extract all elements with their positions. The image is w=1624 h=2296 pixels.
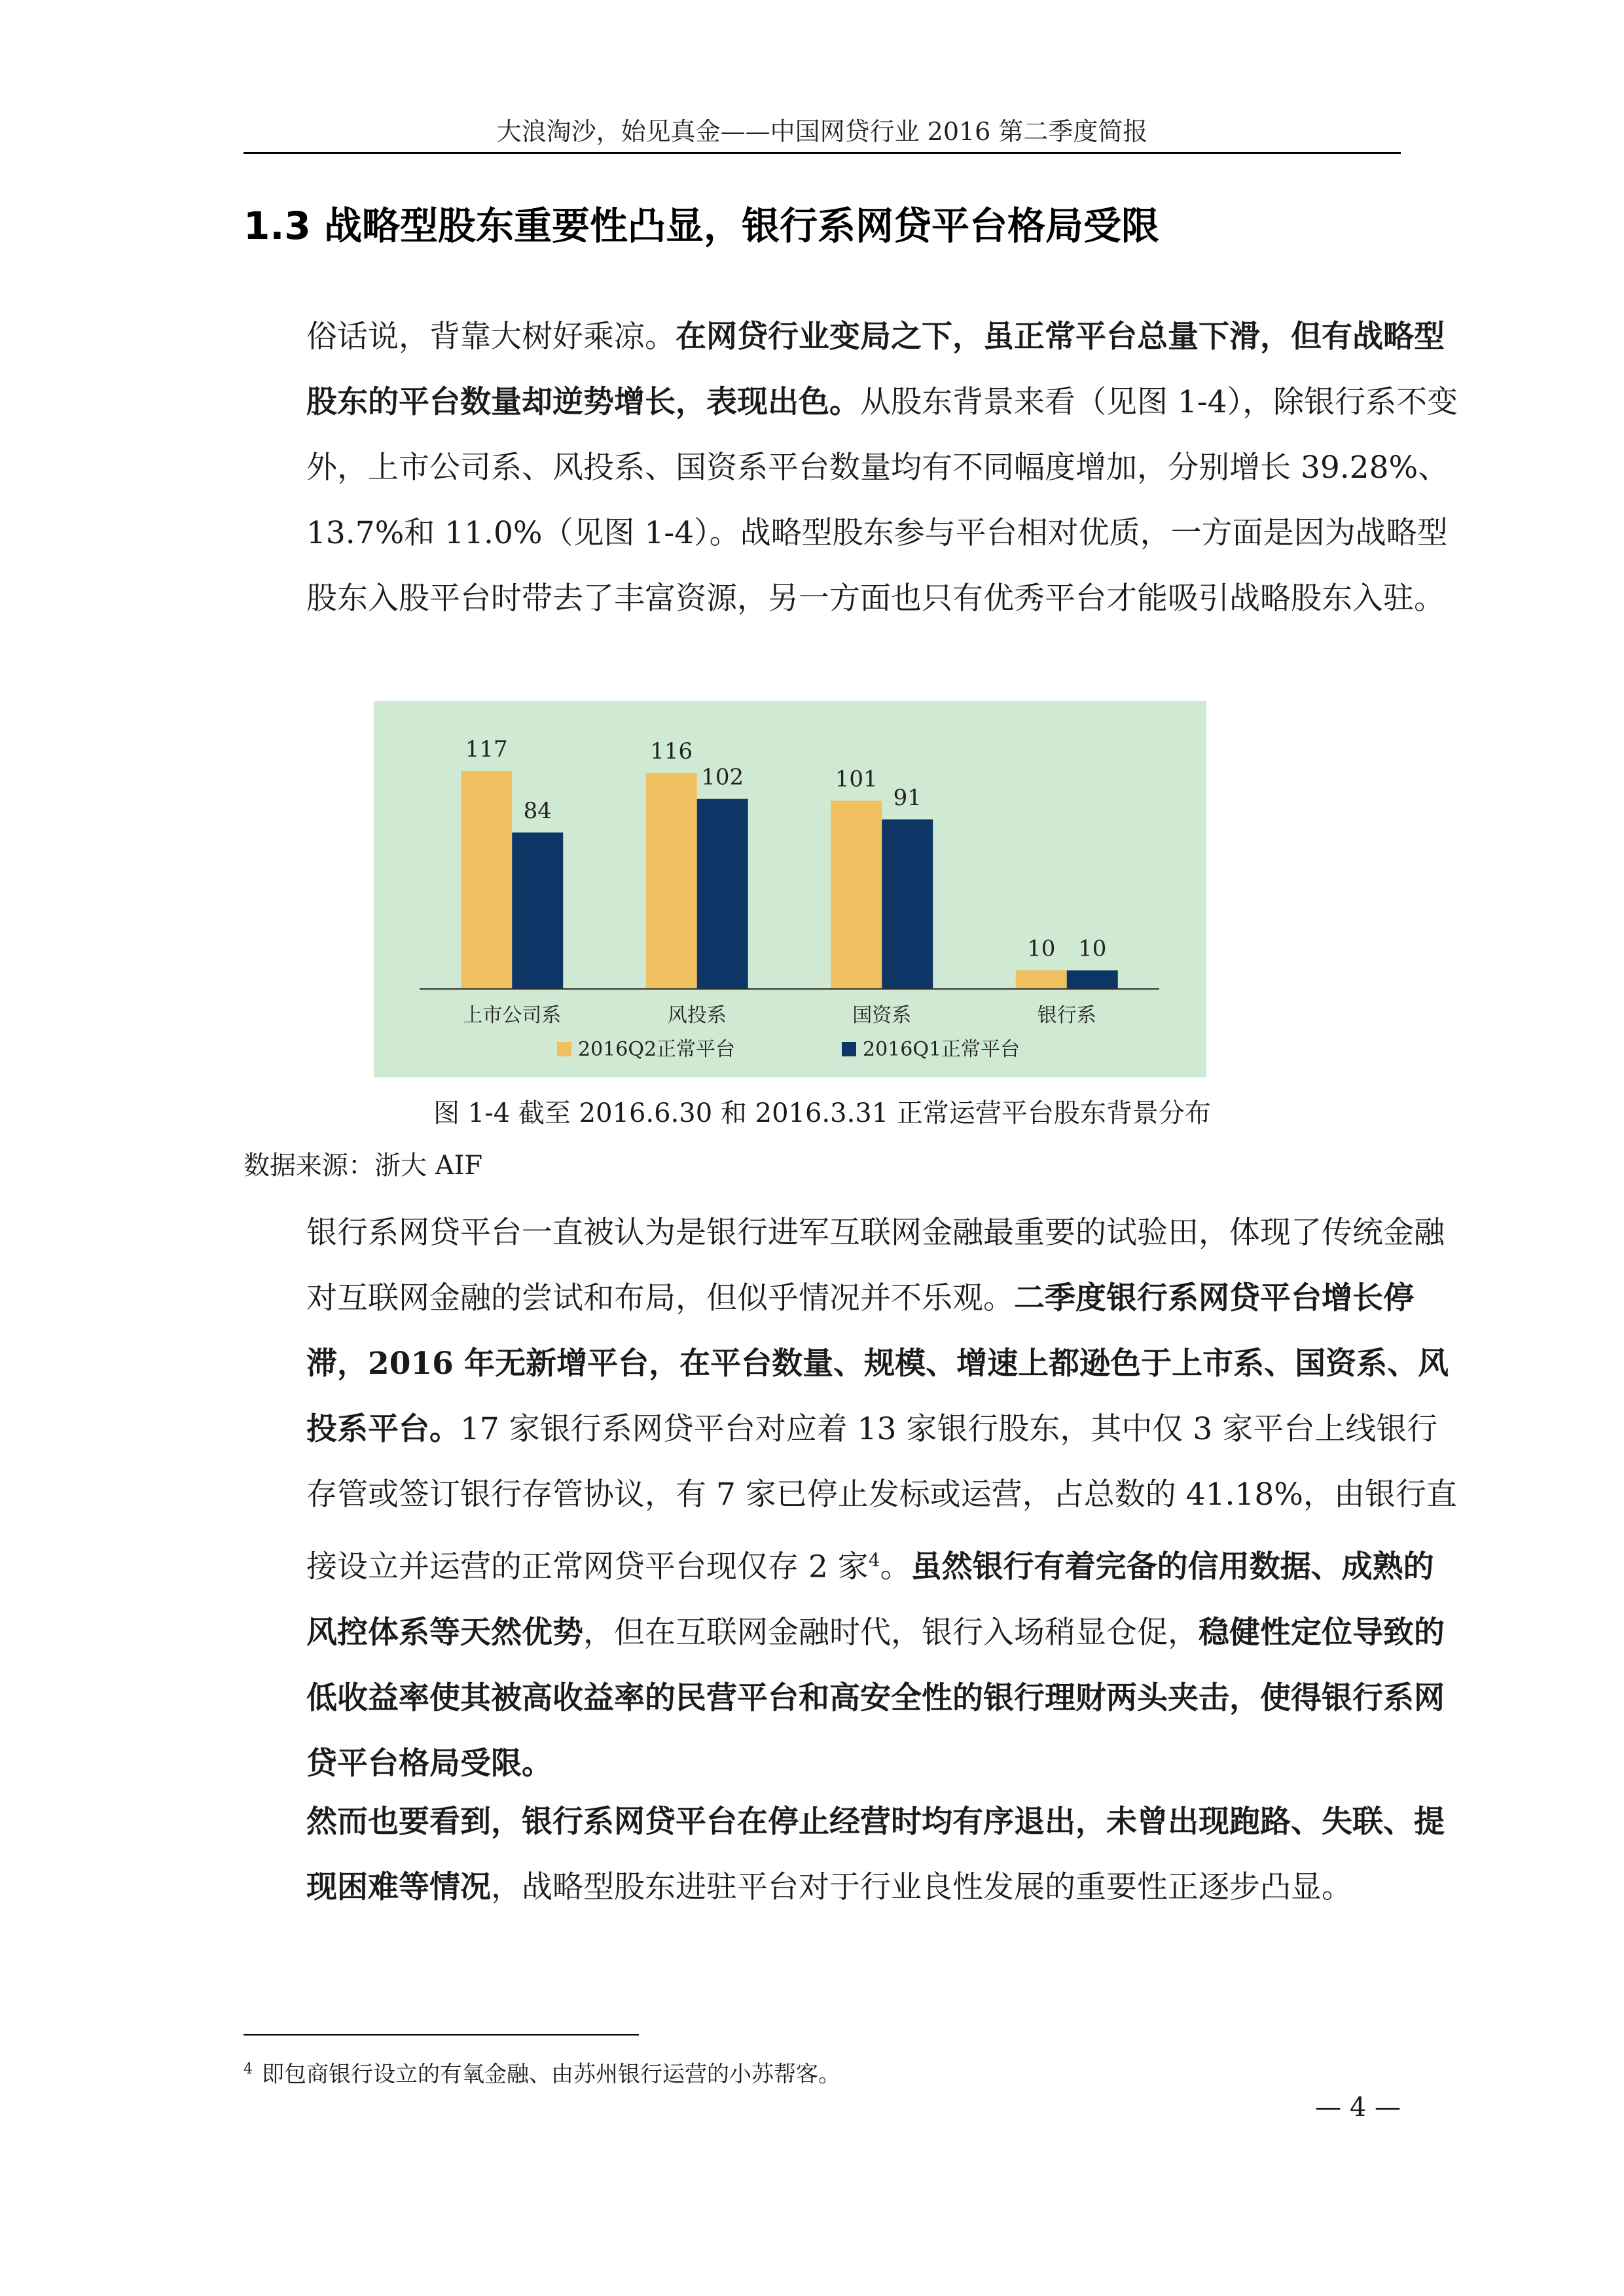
p2-bold-2: 虽然银行有着完备的信用数据、成熟的风控体系等天然优势 <box>306 1549 1434 1651</box>
footnote-rule <box>244 2034 639 2036</box>
bar-2-2 <box>697 799 748 989</box>
footnote-ref[interactable]: 4 <box>868 1549 880 1571</box>
bar-chart <box>374 701 1206 1077</box>
x-tick-label-4: 银行系 <box>1037 1004 1096 1027</box>
paragraph-3 <box>244 1789 1464 1920</box>
figure-source: 数据来源：浙大 AIF <box>244 1151 483 1181</box>
p1-text-1: 俗话说，背靠大树好乘凉。 <box>306 319 676 355</box>
paragraph-1 <box>244 304 1464 632</box>
legend-swatch-2 <box>842 1042 856 1056</box>
bar-2-3 <box>882 819 933 989</box>
footnote <box>244 2050 1401 2094</box>
p3-text-1: ，战略型股东进驻平台对于行业良性发展的重要性正逐步凸显。 <box>491 1869 1352 1905</box>
bar-2-4 <box>1067 971 1118 989</box>
bar-1-1 <box>461 771 512 989</box>
legend-swatch-1 <box>557 1042 571 1056</box>
footnote-mark: 4 <box>244 2061 253 2077</box>
p2-bold-3: 稳健性定位导致的低收益率使其被高收益率的民营平台和高安全性的银行理财两头夹击，使得银行系网贷平台格局受限。 <box>306 1614 1445 1782</box>
p2-bold-1: 二季度银行系网贷平台增长停滞，2016 年无新增平台，在平台数量、规模、增速上都逊色于上市系、国资系、风投系平台。 <box>306 1280 1449 1447</box>
p2-text-1: 银行系网贷平台一直被认为是银行进军互联网金融最重要的试验田，体现了传统金融对互联网金融的尝试和布局，但似乎情况并不乐观。 <box>306 1215 1445 1316</box>
footnote-text: 即包商银行设立的有氧金融、由苏州银行运营的小苏帮客。 <box>262 2061 840 2088</box>
data-label-2-3: 91 <box>893 785 922 811</box>
section-heading: 1.3 战略型股东重要性凸显，银行系网贷平台格局受限 <box>244 204 1159 248</box>
p3-bold-1: 然而也要看到，银行系网贷平台在停止经营时均有序退出，未曾出现跑路、失联、提现困难等情况 <box>306 1804 1445 1905</box>
p2-text-3: 。 <box>880 1549 911 1585</box>
figure-caption: 图 1-4 截至 2016.6.30 和 2016.3.31 正常运营平台股东背景分布 <box>433 1098 1211 1128</box>
page-number: — 4 — <box>1315 2092 1401 2123</box>
bar-1-2 <box>646 773 697 989</box>
bar-1-3 <box>831 801 882 989</box>
bar-1-4 <box>1016 971 1067 989</box>
data-label-1-3: 101 <box>835 766 878 793</box>
data-label-2-2: 102 <box>701 764 744 791</box>
p2-text-2: 17 家银行系网贷平台对应着 13 家银行股东，其中仅 3 家平台上线银行存管或签订银行存管协议，有 7 家已停止发标或运营，占总数的 41.18%，由银行直接设立并运营的正常网贷平台现仅存 2 家 <box>306 1411 1457 1585</box>
data-label-2-4: 10 <box>1078 935 1107 962</box>
data-label-1-1: 117 <box>465 736 508 762</box>
p1-bold-1: 在网贷行业变局之下，虽正常平台总量下滑，但有战略型股东的平台数量却逆势增长，表现出色。 <box>306 319 1445 420</box>
data-label-1-2: 116 <box>650 738 693 764</box>
legend-label-1: 2016Q2正常平台 <box>578 1038 736 1061</box>
bar-2-1 <box>512 833 563 989</box>
x-tick-label-3: 国资系 <box>852 1004 912 1027</box>
paragraph-2 <box>244 1200 1464 1797</box>
p1-text-2: 从股东背景来看（见图 1-4），除银行系不变外，上市公司系、风投系、国资系平台数量均有不同幅度增加，分别增长 39.28%、13.7%和 11.0%（见图 1-4）。战略型股东参与平台相对优质，一方面是因为战略型股东入股平台时带去了丰富资源，另一方面也只有优秀平台才能吸引战略股东入驻。 <box>306 384 1458 617</box>
x-tick-label-1: 上市公司系 <box>463 1004 562 1027</box>
x-tick-label-2: 风投系 <box>667 1004 727 1027</box>
data-label-1-4: 10 <box>1027 935 1056 962</box>
data-label-2-1: 84 <box>523 797 552 824</box>
legend-label-2: 2016Q1正常平台 <box>863 1038 1020 1061</box>
p2-text-4: ，但在互联网金融时代，银行入场稍显仓促， <box>583 1614 1199 1651</box>
running-header: 大浪淘沙，始见真金——中国网贷行业 2016 第二季度简报 <box>496 117 1148 146</box>
header-rule <box>244 152 1401 154</box>
